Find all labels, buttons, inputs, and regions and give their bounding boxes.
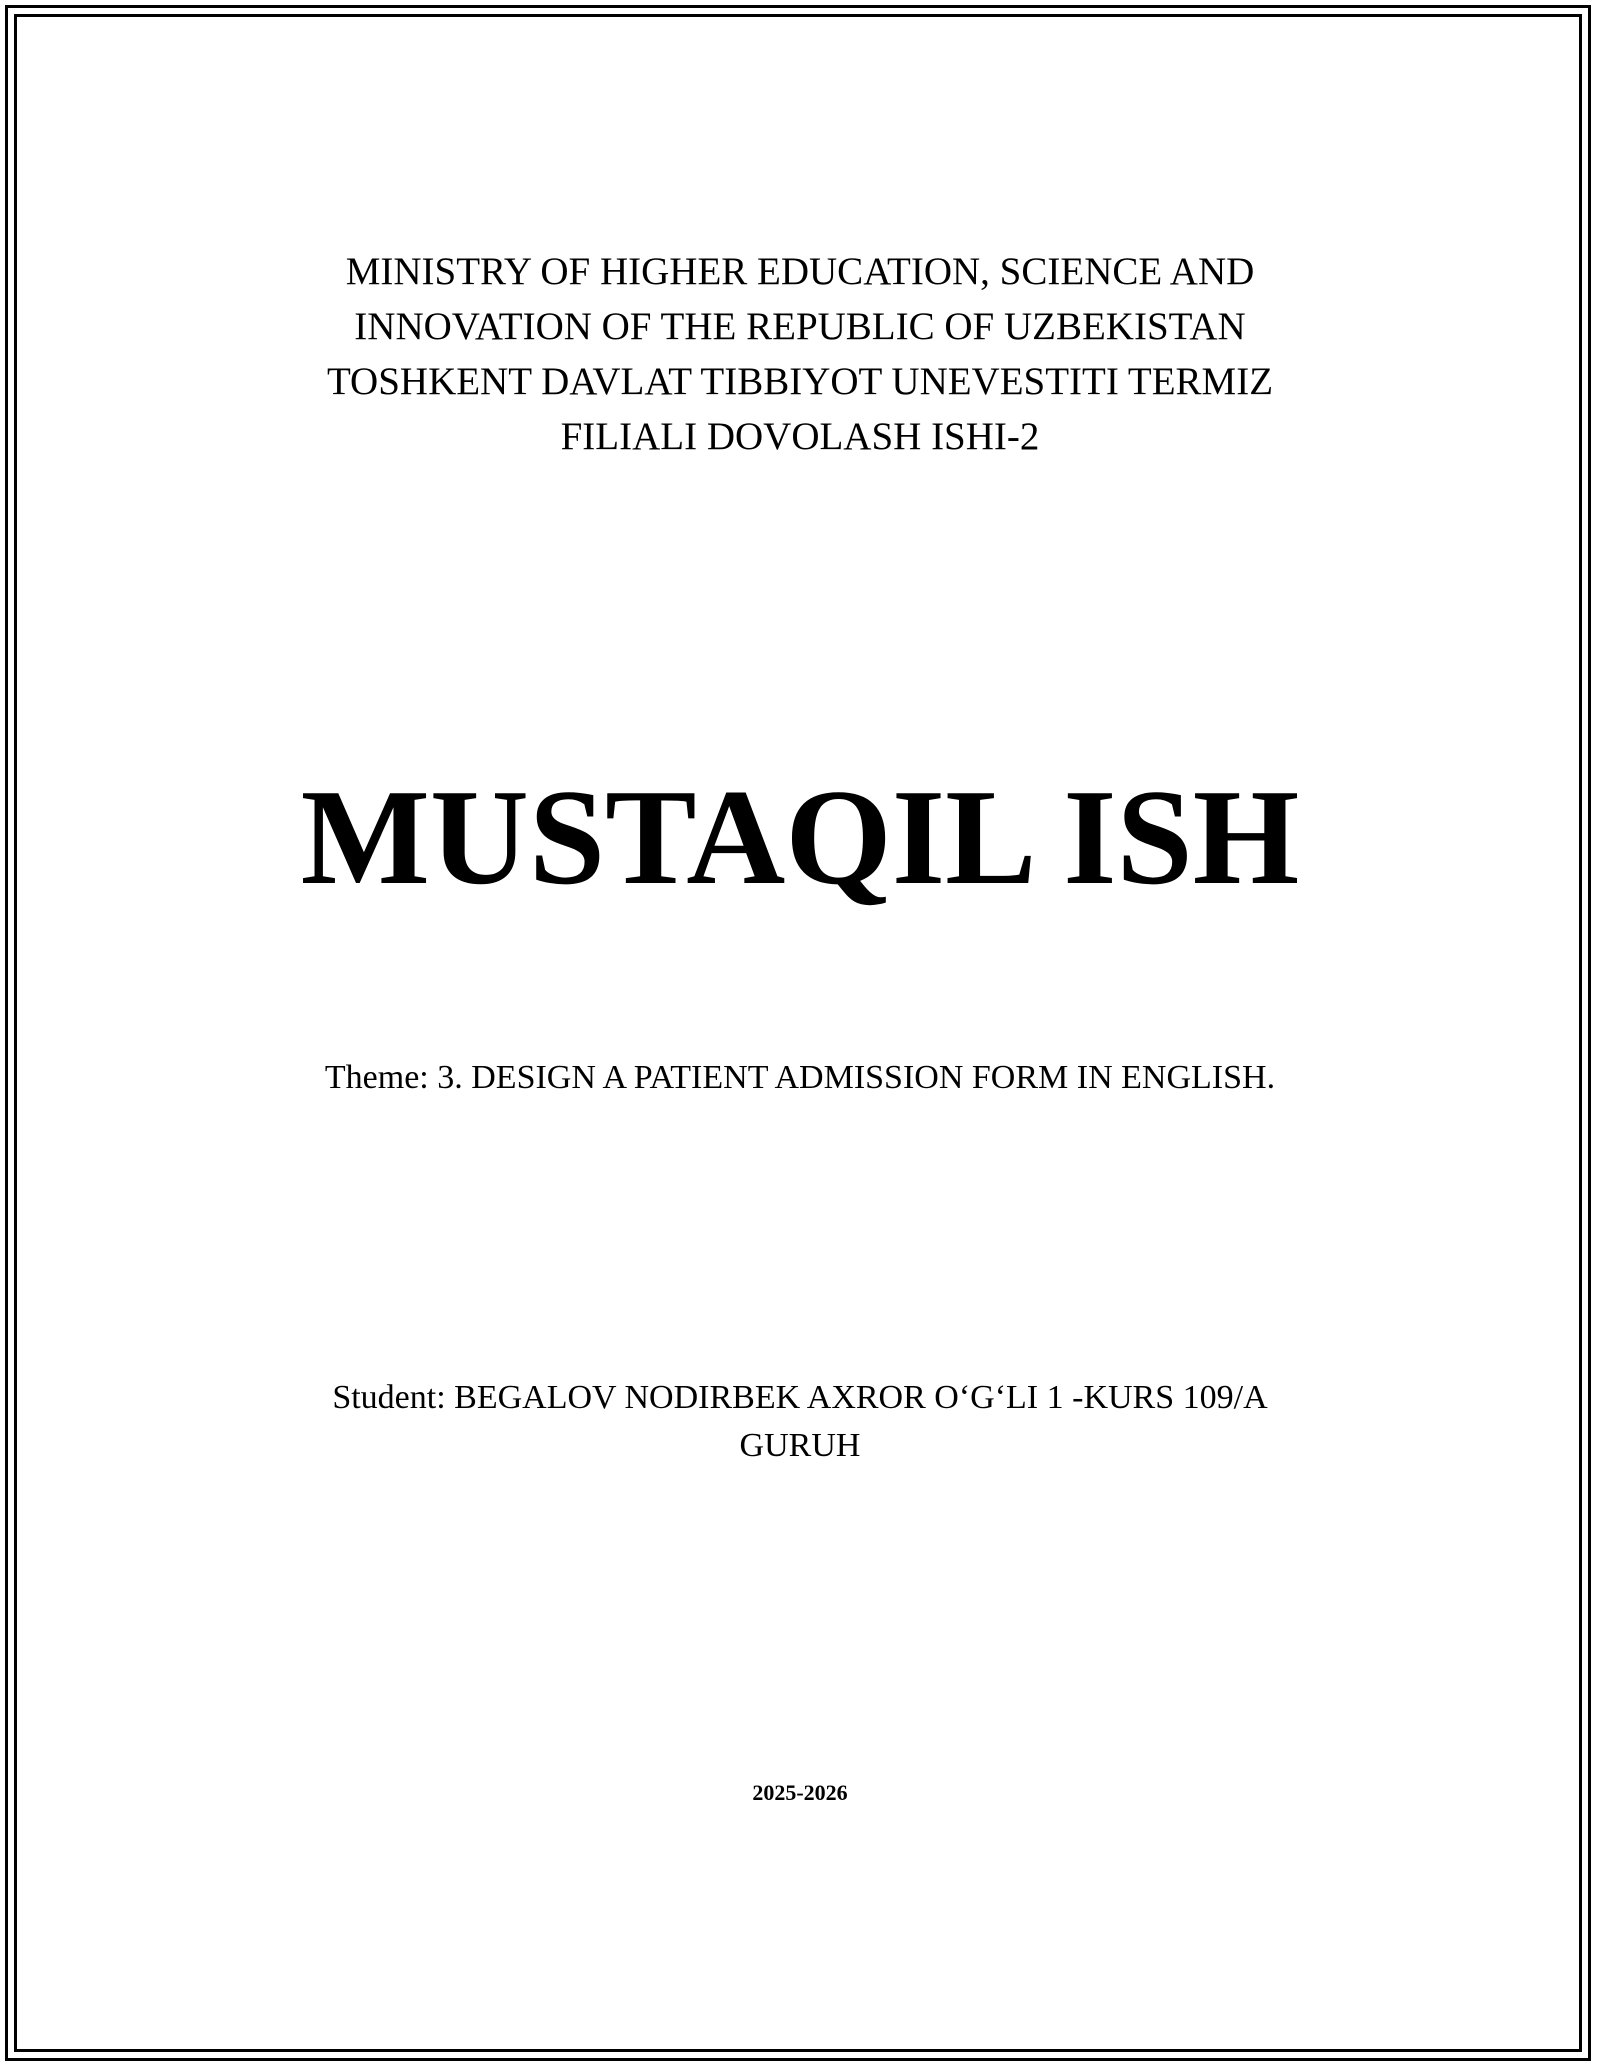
student-line-1: Student: BEGALOV NODIRBEK AXROR O‘G‘LI 1 -KURS 109/A — [332, 1379, 1268, 1416]
academic-year: 2025-2026 — [752, 1780, 848, 1805]
header-line-1: MINISTRY OF HIGHER EDUCATION, SCIENCE AND — [345, 250, 1255, 293]
institution-header — [200, 244, 1400, 464]
student-line-2: GURUH — [739, 1427, 861, 1464]
header-line-2: INNOVATION OF THE REPUBLIC OF UZBEKISTAN — [354, 305, 1246, 348]
document-title: MUSTAQIL ISH — [300, 761, 1300, 913]
header-line-4: FILIALI DOVOLASH ISHI-2 — [560, 415, 1040, 458]
student-info — [200, 1374, 1400, 1470]
theme-text: Theme: 3. DESIGN A PATIENT ADMISSION FORM IN ENGLISH. — [324, 1059, 1276, 1096]
header-line-3: TOSHKENT DAVLAT TIBBIYOT UNEVESTITI TERMIZ — [326, 360, 1274, 403]
